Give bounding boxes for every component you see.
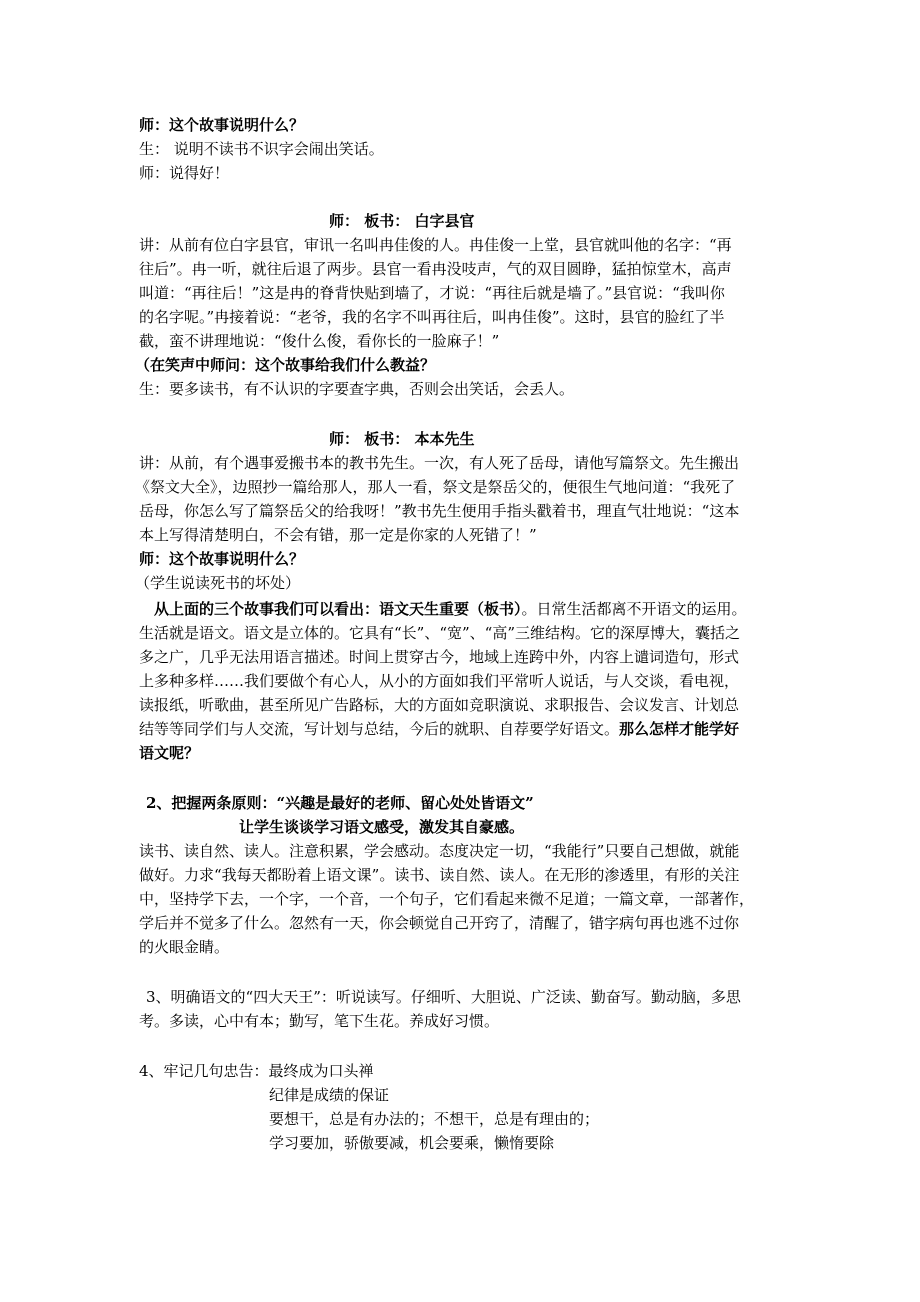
student-answer-1: 生： 说明不读书不识字会闹出笑话。: [139, 140, 384, 158]
story-baizi-line-3: 叫道：“再往后！”这是冉的脊背快贴到墙了，才说：“再往后就是墙了。”县官说：“我叫你: [139, 284, 725, 302]
teacher-praise: 师：说得好！: [139, 164, 230, 182]
story-benben-line-4: 本上写得清楚明白，不会有错，那一定是你家的人死错了！”: [139, 526, 537, 544]
summary-line-3: 多之广，几乎无法用语言描述。时间上贯穿古今，地域上连跨中外，内容上谴词造句，形式: [139, 648, 740, 666]
principle-line-2: 做好。力求“我每天都盼着上语文课”。读书、读自然、读人。在无形的渗透里，有形的关注: [139, 866, 740, 884]
story-baizi-line-1: 讲：从前有位白字县官，审讯一名叫冉佳俊的人。冉佳俊一上堂，县官就叫他的名字：“再: [139, 236, 732, 254]
principle-line-3: 中，坚持学下去，一个字，一个音，一个句子，它们看起来微不足道；一篇文章，一部著作，: [139, 890, 755, 908]
principle-line-4: 学后并不觉多了什么。忽然有一天，你会顿觉自己开窍了，清醒了，错字病句再也逃不过你: [139, 914, 740, 932]
teacher-question-1: 师：这个故事说明什么？: [139, 116, 305, 134]
summary-key-point: 从上面的三个故事我们可以看出：语文天生重要（板书）: [154, 600, 522, 618]
summary-line-5: 读报纸，听歌曲，甚至所见广告路标，大的方面如竞职演说、求职报告、会议发言、计划总: [139, 696, 740, 714]
story-benben-line-3: 岳母，你怎么写了篇祭岳父的给我呀！”教书先生便用手指头戳着书，理直气壮地说：“这本: [139, 502, 740, 520]
principle-subheading: 让学生谈谈学习语文感受，激发其自豪感。: [239, 818, 525, 836]
board-heading-benben: 师： 板书： 本本先生: [329, 430, 475, 448]
story-benben-line-2: 《祭文大全》，边照抄一篇给那人，那人一看，祭文是祭岳父的，便很生气地问道：“我死了: [135, 478, 736, 496]
summary-question: 那么怎样才能学好: [619, 720, 740, 738]
teacher-question-2: （在笑声中师问：这个故事给我们什么教益？: [135, 356, 436, 374]
summary-line-7: 语文呢？: [139, 744, 200, 762]
summary-line-4: 上多种多样……我们要做个有心人，从小的方面如我们平常听人说话，与人交谈，看电视，: [139, 672, 740, 690]
teacher-question-3: 师：这个故事说明什么？: [139, 550, 305, 568]
summary-line-1-rest: 。日常生活都离不开语文的运用。: [521, 600, 747, 618]
story-baizi-line-4: 的名字呢。”冉接着说：“老爷，我的名字不叫再往后，叫冉佳俊”。这时，县官的脸红了半: [139, 308, 725, 326]
principle-heading: 2、把握两条原则：“兴趣是最好的老师、留心处处皆语文”: [146, 794, 534, 812]
summary-line-1: [154, 597, 804, 621]
advice-3: 学习要加，骄傲要减，机会要乘，懒惰要除: [269, 1134, 555, 1152]
story-baizi-line-2: 往后”。冉一听，就往后退了两步。县官一看冉没吱声，气的双目圆睁，猛拍惊堂木，高声: [139, 260, 732, 278]
summary-line-2: 生活就是语文。语文是立体的。它具有“长”、“宽”、“高”三维结构。它的深厚博大，囊括之: [139, 624, 741, 642]
principle-line-1: 读书、读自然、读人。注意积累，学会感动。态度决定一切，“我能行”只要自己想做，就能: [139, 842, 740, 860]
advice-1: 纪律是成绩的保证: [269, 1086, 390, 1104]
story-baizi-line-5: 截，蛮不讲理地说：“俊什么俊，看你长的一脸麻子！”: [139, 332, 500, 350]
advice-2: 要想干，总是有办法的；不想干，总是有理由的；: [269, 1110, 600, 1128]
advice-heading: 4、牢记几句忠告：最终成为口头禅: [139, 1062, 374, 1080]
summary-line-6: [139, 717, 789, 741]
summary-line-6-text: 结等等同学们与人交流，写计划与总结，今后的就职、自荐要学好语文。: [139, 720, 620, 738]
principle-line-5: 的火眼金睛。: [139, 938, 230, 956]
four-kings-line-2: 考。多读，心中有本；勤写，笔下生花。养成好习惯。: [139, 1012, 500, 1030]
student-note: （学生说读死书的坏处）: [135, 574, 301, 592]
student-answer-2: 生：要多读书，有不认识的字要查字典，否则会出笑话，会丢人。: [139, 380, 575, 398]
four-kings-line-1: 3、明确语文的“四大天王”：听说读写。仔细听、大胆说、广泛读、勤奋写。勤动脑，多思: [146, 988, 741, 1006]
story-benben-line-1: 讲：从前，有个遇事爱搬书本的教书先生。一次，有人死了岳母，请他写篇祭文。先生搬出: [139, 454, 740, 472]
board-heading-baizi: 师： 板书： 白字县官: [329, 212, 475, 230]
